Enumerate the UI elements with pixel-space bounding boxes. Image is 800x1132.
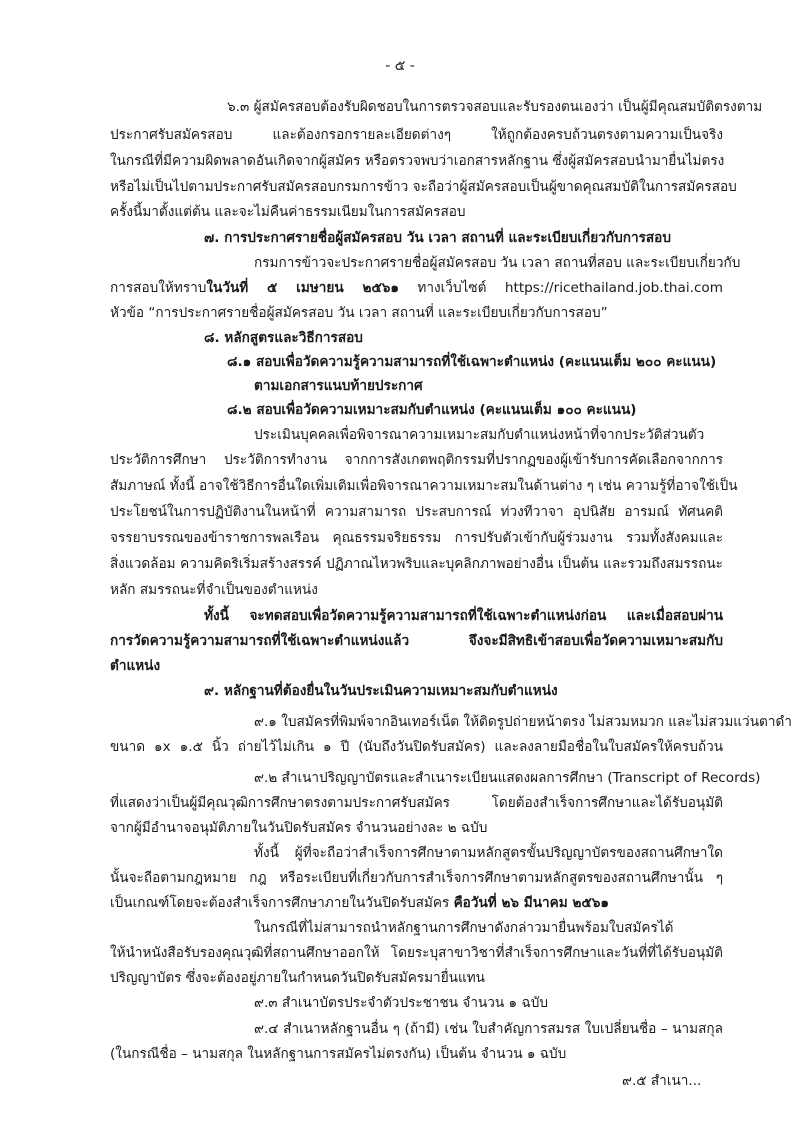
continuation-marker: ๙.๕ สำเนา... [622, 1073, 702, 1089]
section-9-2-note-line-3: เป็นเกณฑ์โดยจะต้องสำเร็จการศึกษาภายในวันปิดรับสมัคร คือวันที่ ๒๖ มีนาคม ๒๕๖๑ [110, 895, 609, 911]
section-9-4-line-1: ๙.๔ สำเนาหลักฐานอื่น ๆ (ถ้ามี) เช่น ใบสำคัญการสมรส ใบเปลี่ยนชื่อ – นามสกุล [254, 1021, 723, 1037]
section-7-line-2: การสอบให้ทราบในวันที่ ๕ เมษายน ๒๕๖๑ ทางเว็บไซต์ https://ricethailand.job.thai.com [110, 280, 723, 296]
section-9-2-alt-line-1: ในกรณีที่ไม่สามารถนำหลักฐานการศึกษาดังกล่าวมายื่นพร้อมใบสมัครได้ [254, 920, 674, 936]
section-7-line-3: หัวข้อ “การประกาศรายชื่อผู้สมัครสอบ วัน เวลา สถานที่ และระเบียบเกี่ยวกับการสอบ” [110, 305, 608, 321]
section-8-note-line-1: ทั้งนี้ จะทดสอบเพื่อวัดความรู้ความสามารถที่ใช้เฉพาะตำแหน่งก่อน และเมื่อสอบผ่าน [204, 608, 723, 624]
section-9-4-line-2: (ในกรณีชื่อ – นามสกุล ในหลักฐานการสมัครไม่ตรงกัน) เป็นต้น จำนวน ๑ ฉบับ [110, 1046, 567, 1062]
section-9-2-alt-line-3: ปริญญาบัตร ซึ่งจะต้องอยู่ภายในกำหนดวันปิดรับสมัครมายื่นแทน [110, 970, 485, 986]
section-8-note-line-2: การวัดความรู้ความสามารถที่ใช้เฉพาะตำแหน่งแล้ว จึงจะมีสิทธิเข้าสอบเพื่อวัดความเหมาะสมกับ [110, 633, 723, 649]
section-6-3-line-1: ๖.๓ ผู้สมัครสอบต้องรับผิดชอบในการตรวจสอบและรับรองตนเองว่า เป็นผู้มีคุณสมบัติตรงตาม [227, 99, 763, 115]
section-8-2-para-line-3: สัมภาษณ์ ทั้งนี้ อาจใช้วิธีการอื่นใดเพิ่มเติมเพื่อพิจารณาความเหมาะสมในด้านต่าง ๆ เช่น ความรู้ที่อาจใช้เป็น [110, 478, 738, 494]
section-6-3-line-2: ประกาศรับสมัครสอบ และต้องกรอกรายละเอียดต่างๆ ให้ถูกต้องครบถ้วนตรงตามความเป็นจริง [110, 127, 723, 143]
section-8-2-heading: ๘.๒ สอบเพื่อวัดความเหมาะสมกับตำแหน่ง (คะแนนเต็ม ๑๐๐ คะแนน) [227, 402, 637, 418]
section-8-2-para-line-4: ประโยชน์ในการปฏิบัติงานในหน้าที่ ความสามารถ ประสบการณ์ ท่วงทีวาจา อุปนิสัย อารมณ์ ทัศนคติ [110, 504, 723, 520]
section-7-line-1: กรมการข้าวจะประกาศรายชื่อผู้สมัครสอบ วัน เวลา สถานที่สอบ และระเบียบเกี่ยวกับ [254, 255, 741, 271]
section-6-3-line-4: หรือไม่เป็นไปตามประกาศรับสมัครสอบกรมการข้าว จะถือว่าผู้สมัครสอบเป็นผู้ขาดคุณสมบัติในการสมัครสอบ [110, 179, 737, 195]
section-9-2-alt-line-2: ให้นำหนังสือรับรองคุณวุฒิที่สถานศึกษาออกให้ โดยระบุสาขาวิชาที่สำเร็จการศึกษาและวันที่ที่ได้รับอนุมัติ [110, 945, 723, 961]
section-8-note-line-3: ตำแหน่ง [110, 658, 161, 674]
section-9-2-line-3: จากผู้มีอำนาจอนุมัติภายในวันปิดรับสมัคร จำนวนอย่างละ ๒ ฉบับ [110, 820, 488, 836]
section-8-2-para-line-1: ประเมินบุคคลเพื่อพิจารณาความเหมาะสมกับตำแหน่งหน้าที่จากประวัติส่วนตัว [254, 427, 705, 443]
section-8-2-para-line-6: สิ่งแวดล้อม ความคิดริเริ่มสร้างสรรค์ ปฏิภาณไหวพริบและบุคลิกภาพอย่างอื่น เป็นต้น และรวมถึงสมรรถนะ [110, 556, 723, 572]
section-9-2-line-2: ที่แสดงว่าเป็นผู้มีคุณวุฒิการศึกษาตรงตามประกาศรับสมัคร โดยต้องสำเร็จการศึกษาและได้รับอนุมัติ [110, 795, 723, 811]
section-9-1-line-1: ๙.๑ ใบสมัครที่พิมพ์จากอินเทอร์เน็ต ให้ติดรูปถ่ายหน้าตรง ไม่สวมหมวก และไม่สวมแว่นตาดำ [254, 714, 792, 730]
section-9-2-note-line-2: นั้นจะถือตามกฎหมาย กฎ หรือระเบียบที่เกี่ยวกับการสำเร็จการศึกษาตามหลักสูตรของสถานศึกษานั้น ๆ [110, 870, 723, 886]
section-8-1-line-1: ๘.๑ สอบเพื่อวัดความรู้ความสามารถที่ใช้เฉพาะตำแหน่ง (คะแนนเต็ม ๒๐๐ คะแนน) [227, 354, 717, 370]
section-8-1-line-2: ตามเอกสารแนบท้ายประกาศ [254, 378, 423, 394]
section-9-1-line-2: ขนาด ๑x ๑.๕ นิ้ว ถ่ายไว้ไม่เกิน ๑ ปี (นับถึงวันปิดรับสมัคร) และลงลายมือชื่อในใบสมัครให้ครบถ้วน [110, 739, 723, 755]
section-9-3: ๙.๓ สำเนาบัตรประจำตัวประชาชน จำนวน ๑ ฉบับ [254, 995, 548, 1011]
section-9-2-line-1: ๙.๒ สำเนาปริญญาบัตรและสำเนาระเบียนแสดงผลการศึกษา (Transcript of Records) [254, 770, 761, 786]
section-7-heading: ๗. การประกาศรายชื่อผู้สมัครสอบ วัน เวลา สถานที่ และระเบียบเกี่ยวกับการสอบ [204, 230, 671, 246]
section-9-heading: ๙. หลักฐานที่ต้องยื่นในวันประเมินความเหมาะสมกับตำแหน่ง [204, 683, 558, 699]
section-6-3-line-5: ครั้งนี้มาตั้งแต่ต้น และจะไม่คืนค่าธรรมเนียมในการสมัครสอบ [110, 204, 466, 220]
page-number: - ๕ - [385, 58, 415, 74]
section-8-heading: ๘. หลักสูตรและวิธีการสอบ [204, 330, 363, 346]
section-8-2-para-line-2: ประวัติการศึกษา ประวัติการทำงาน จากการสังเกตพฤติกรรมที่ปรากฏของผู้เข้ารับการคัดเลือกจากการ [110, 452, 723, 468]
section-6-3-line-3: ในกรณีที่มีความผิดพลาดอันเกิดจากผู้สมัคร หรือตรวจพบว่าเอกสารหลักฐาน ซึ่งผู้สมัครสอบนำมายื่นไม่ตรง [110, 153, 725, 169]
section-9-2-note-line-1: ทั้งนี้ ผู้ที่จะถือว่าสำเร็จการศึกษาตามหลักสูตรขั้นปริญญาบัตรของสถานศึกษาใด [254, 845, 723, 861]
section-8-2-para-line-7: หลัก สมรรถนะที่จำเป็นของตำแหน่ง [110, 582, 318, 598]
section-8-2-para-line-5: จรรยาบรรณของข้าราชการพลเรือน คุณธรรมจริยธรรม การปรับตัวเข้ากับผู้ร่วมงาน รวมทั้งสังคมและ [110, 530, 723, 546]
